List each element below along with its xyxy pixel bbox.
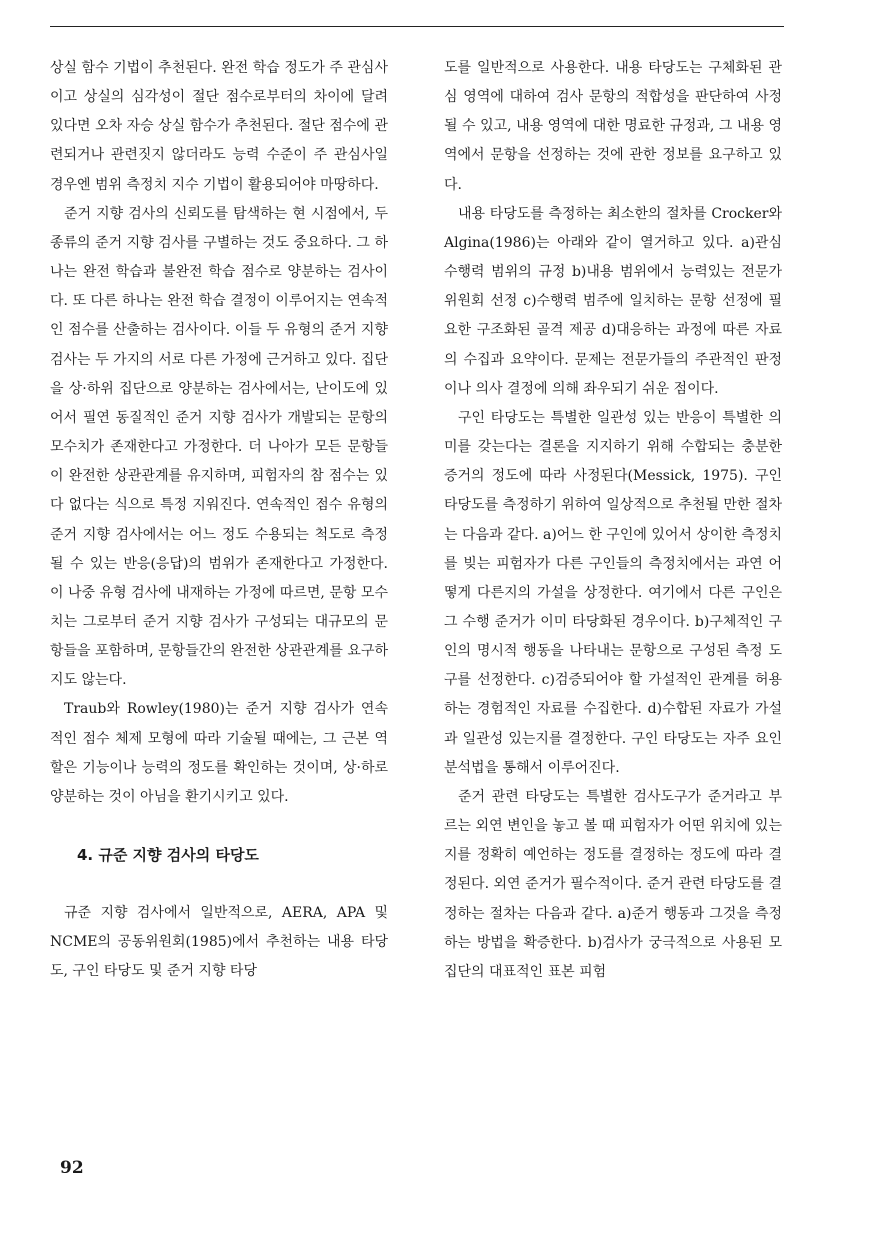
left-paragraph-3: Traub와 Rowley(1980)는 준거 지향 검사가 연속적인 점수 체제 모형에 따라 기술될 때에는, 그 근본 역할은 기능이나 능력의 정도를 확인하는 것이며, 상·하로 양분하는 것이 아님을 환기시키고 있다. [50,701,388,805]
left-column [50,54,388,987]
left-paragraph-2: 준거 지향 검사의 신뢰도를 탐색하는 현 시점에서, 두 종류의 준거 지향 검사를 구별하는 것도 중요하다. 그 하나는 완전 학습과 불완전 학습 점수로 양분하는 검사이다. 또 다른 하나는 완전 학습 결정이 이루어지는 연속적인 점수를 산출하는 검사이다. 이들 두 유형의 준거 지향 검사는 두 가지의 서로 다른 가정에 근거하고 있다. 집단을 상·하위 집단으로 양분하는 검사에서는, 난이도에 있어서 필연 동질적인 준거 지향 검사가 개발되는 문항의 모수치가 존재한다고 가정한다. 더 나아가 모든 문항들이 완전한 상관관계를 유지하며, 피험자의 참 점수는 있다 없다는 식으로 특정 지워진다. 연속적인 점수 유형의 준거 지향 검사에서는 어느 정도 수용되는 척도로 측정될 수 있는 반응(응답)의 범위가 존재한다고 가정한다. 이 나중 유형 검사에 내재하는 가정에 따르면, 문항 모수치는 그로부터 준거 지향 검사가 구성되는 대규모의 문항들을 포함하며, 문항들간의 완전한 상관관계를 요구하지도 않는다. [50,205,388,689]
right-paragraph-1: 도를 일반적으로 사용한다. 내용 타당도는 구체화된 관심 영역에 대하여 검사 문항의 적합성을 판단하여 사정될 수 있고, 내용 영역에 대한 명료한 규정과, 그 내용 영역에서 문항을 선정하는 것에 관한 정보를 요구하고 있다. [444,60,782,193]
right-paragraph-2: 내용 타당도를 측정하는 최소한의 절차를 Crocker와 Algina(1986)는 아래와 같이 열거하고 있다. a)관심 수행력 범위의 규정 b)내용 범위에서 능력있는 전문가 위원회 선정 c)수행력 범주에 일치하는 문항 선정에 필요한 구조화된 골격 제공 d)대응하는 과정에 따른 자료의 수집과 요약이다. 문제는 전문가들의 주관적인 판정이나 의사 결정에 의해 좌우되기 쉬운 점이다. [444,205,782,397]
page-number: 92 [60,1158,84,1178]
left-paragraph-1: 상실 함수 기법이 추천된다. 완전 학습 정도가 주 관심사이고 상실의 심각성이 절단 점수로부터의 차이에 달려 있다면 오차 자승 상실 함수가 추천된다. 절단 점수에 관련되거나 관련짓지 않더라도 능력 수준이 주 관심사일 경우엔 범위 측정치 지수 기법이 활용되어야 마땅하다. [50,60,388,193]
top-rule [50,26,784,27]
right-paragraph-4: 준거 관련 타당도는 특별한 검사도구가 준거라고 부르는 외연 변인을 놓고 볼 때 피험자가 어떤 위치에 있는지를 정확히 예언하는 정도를 결정하는 정도에 따라 결정된다. 외연 준거가 필수적이다. 준거 관련 타당도를 결정하는 절차는 다음과 같다. a)준거 행동과 그것을 측정하는 방법을 확증한다. b)검사가 궁극적으로 사용된 모집단의 대표적인 표본 피험 [444,788,782,980]
right-paragraph-3: 구인 타당도는 특별한 일관성 있는 반응이 특별한 의미를 갖는다는 결론을 지지하기 위해 수합되는 충분한 증거의 정도에 따라 사정된다(Messick, 1975). 구인 타당도를 측정하기 위하여 일상적으로 추천될 만한 절차는 다음과 같다. a)어느 한 구인에 있어서 상이한 측정치를 빚는 피험자가 다른 구인들의 측정치에서는 과연 어떻게 다른지의 가설을 상정한다. 여기에서 다른 구인은 그 수행 준거가 이미 타당화된 경우이다. b)구체적인 구인의 명시적 행동을 나타내는 문항으로 구성된 측정 도구를 선정한다. c)검증되어야 할 가설적인 관계를 허용하는 경험적인 자료를 수집한다. d)수합된 자료가 가설과 일관성 있는지를 결정한다. 구인 타당도는 자주 요인 분석법을 통해서 이루어진다. [444,409,782,776]
left-paragraph-4: 규준 지향 검사에서 일반적으로, AERA, APA 및 NCME의 공동위원회(1985)에서 추천하는 내용 타당도, 구인 타당도 및 준거 지향 타당 [50,905,388,980]
section-heading: 4. 규준 지향 검사의 타당도 [77,846,259,865]
right-column [444,54,782,987]
